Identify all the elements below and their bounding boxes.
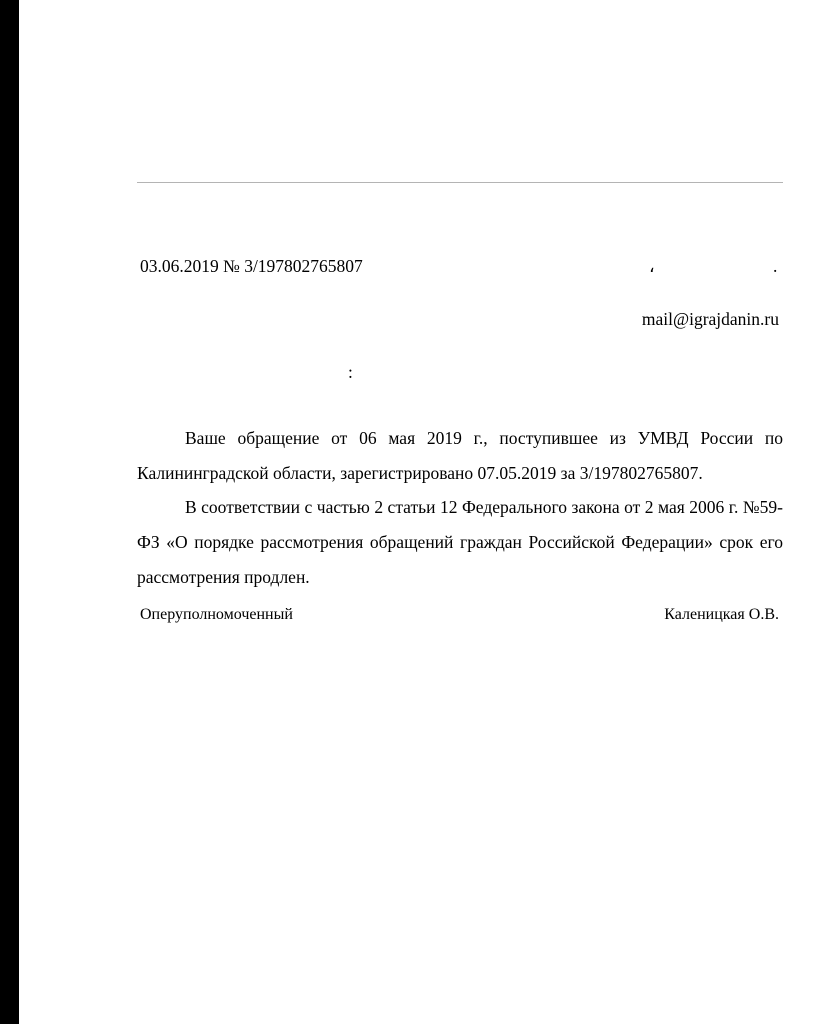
left-edge-bar bbox=[0, 0, 19, 1024]
registration-number: 03.06.2019 № 3/197802765807 bbox=[140, 256, 363, 276]
stray-dot: . bbox=[773, 256, 778, 276]
signer-name: Каленицкая О.В. bbox=[664, 606, 779, 623]
body-paragraph-1: Ваше обращение от 06 мая 2019 г., поступившее из УМВД России по Калининградской области, зарегистрировано 07.05.2019 за 3/197802765807. bbox=[137, 428, 783, 483]
stray-colon: : bbox=[348, 362, 353, 382]
recipient-email: mail@igrajdanin.ru bbox=[641, 309, 779, 329]
header-divider bbox=[137, 182, 783, 183]
stray-mark: ، bbox=[649, 256, 655, 276]
signer-title: Оперуполномоченный bbox=[140, 606, 293, 623]
body-paragraph-2: В соответствии с частью 2 статьи 12 Федерального закона от 2 мая 2006 г. №59-ФЗ «О порядке рассмотрения обращений граждан Российской Федерации» срок его рассмотрения продлен. bbox=[137, 497, 783, 587]
